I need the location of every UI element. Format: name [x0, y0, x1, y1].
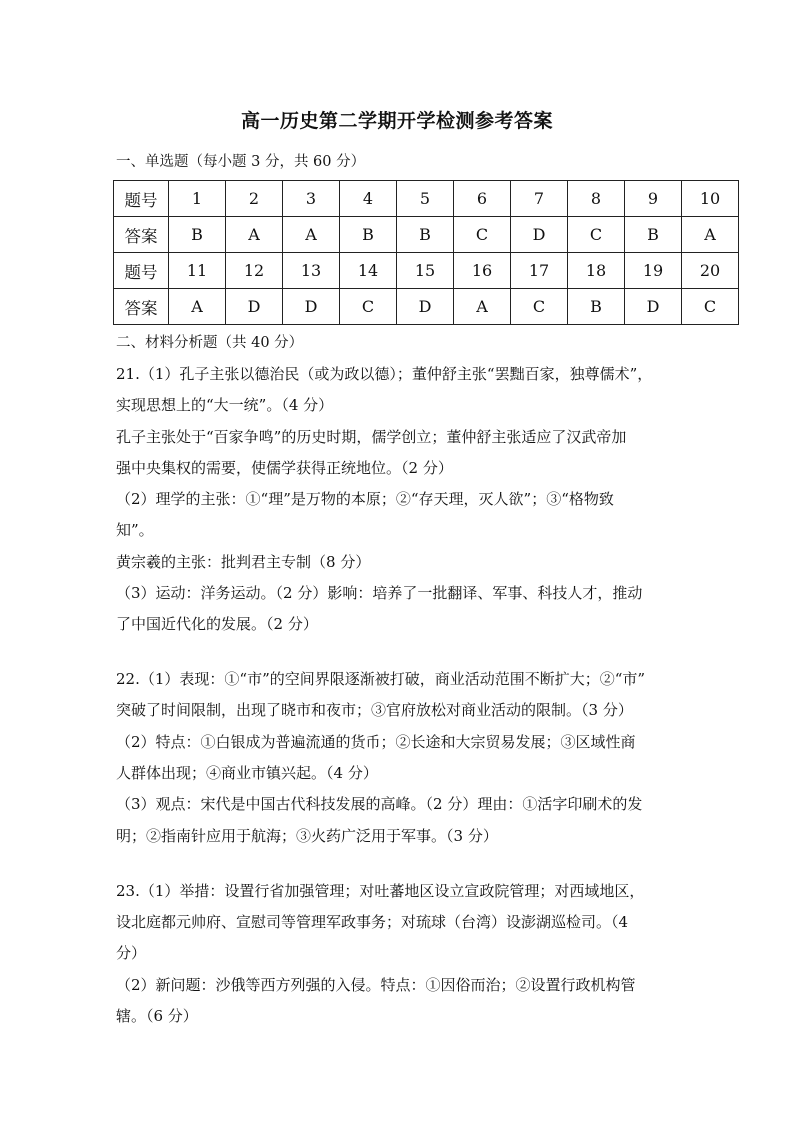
answer-letter: C	[511, 289, 568, 325]
answer-letter: B	[397, 217, 454, 253]
row-label-answer: 答案	[114, 289, 169, 325]
table-row-questions-2	[114, 253, 739, 289]
question-number: 15	[397, 253, 454, 289]
question-number: 13	[283, 253, 340, 289]
answer-text-line: （3）运动：洋务运动。（2 分）影响：培养了一批翻译、军事、科技人才，推动	[116, 584, 643, 602]
answer-letter: D	[226, 289, 283, 325]
answer-letter: D	[397, 289, 454, 325]
answer-text-line: 了中国近代化的发展。（2 分）	[116, 615, 318, 633]
answer-text-line: （2）新问题：沙俄等西方列强的入侵。特点：①因俗而治；②设置行政机构管	[116, 976, 636, 994]
question-number: 19	[625, 253, 682, 289]
table-row-answers-2	[114, 289, 739, 325]
question-number: 1	[169, 181, 226, 217]
question-number: 14	[340, 253, 397, 289]
row-label-question: 题号	[114, 253, 169, 289]
answer-text-line: 突破了时间限制，出现了晓市和夜市；③官府放松对商业活动的限制。（3 分）	[116, 701, 633, 719]
answer-text-line: 知”。	[116, 521, 154, 539]
answer-text-line: 23.（1）举措：设置行省加强管理；对吐蕃地区设立宣政院管理；对西域地区，	[116, 882, 645, 900]
answer-letter: A	[283, 217, 340, 253]
answer-letter: C	[568, 217, 625, 253]
answer-text-line: 强中央集权的需要，使儒学获得正统地位。（2 分）	[116, 459, 453, 477]
answer-letter: B	[340, 217, 397, 253]
question-number: 5	[397, 181, 454, 217]
answer-text-line: 实现思想上的“大一统”。（4 分）	[116, 396, 334, 414]
answer-text-line: 孔子主张处于“百家争鸣”的历史时期，儒学创立；董仲舒主张适应了汉武帝加	[116, 428, 627, 446]
answer-table	[113, 180, 739, 325]
question-number: 3	[283, 181, 340, 217]
answer-letter: C	[454, 217, 511, 253]
answer-text-line: 人群体出现；④商业市镇兴起。（4 分）	[116, 764, 378, 782]
document-title: 高一历史第二学期开学检测参考答案	[240, 110, 553, 132]
question-number: 18	[568, 253, 625, 289]
answer-letter: A	[454, 289, 511, 325]
answer-letter: A	[682, 217, 739, 253]
table-row-questions-1	[114, 181, 739, 217]
answer-letter: B	[625, 217, 682, 253]
answer-letter: A	[226, 217, 283, 253]
answer-letter: D	[625, 289, 682, 325]
answer-text-line: （2）特点：①白银成为普遍流通的货币；②长途和大宗贸易发展；③区域性商	[116, 733, 636, 751]
answer-text-line: 辖。（6 分）	[116, 1007, 198, 1025]
answer-letter: C	[682, 289, 739, 325]
answer-text-line: （2）理学的主张：①“理”是万物的本原；②“存天理，灭人欲”；③“格物致	[116, 490, 614, 508]
answer-letter: B	[169, 217, 226, 253]
row-label-answer: 答案	[114, 217, 169, 253]
question-number: 16	[454, 253, 511, 289]
answer-letter: A	[169, 289, 226, 325]
answer-letter: D	[511, 217, 568, 253]
question-number: 17	[511, 253, 568, 289]
question-number: 12	[226, 253, 283, 289]
answer-text-line: 22.（1）表现：①“市”的空间界限逐渐被打破，商业活动范围不断扩大；②“市”	[116, 670, 646, 688]
question-number: 9	[625, 181, 682, 217]
table-row-answers-1	[114, 217, 739, 253]
question-number: 20	[682, 253, 739, 289]
answer-text-line: 21.（1）孔子主张以德治民（或为政以德）；董仲舒主张“罢黜百家，独尊儒术”，	[116, 365, 653, 383]
answer-text-line: （3）观点：宋代是中国古代科技发展的高峰。（2 分）理由：①活字印刷术的发	[116, 795, 643, 813]
question-number: 6	[454, 181, 511, 217]
question-number: 8	[568, 181, 625, 217]
section-1-heading: 一、单选题（每小题 3 分，共 60 分）	[116, 154, 366, 170]
question-number: 11	[169, 253, 226, 289]
answer-letter: D	[283, 289, 340, 325]
question-number: 4	[340, 181, 397, 217]
question-number: 2	[226, 181, 283, 217]
section-2-heading: 二、材料分析题（共 40 分）	[116, 335, 304, 351]
answer-text-line: 明；②指南针应用于航海；③火药广泛用于军事。（3 分）	[116, 827, 498, 845]
answer-letter: C	[340, 289, 397, 325]
answer-text-line: 分）	[116, 944, 147, 962]
answer-text-line: 黄宗羲的主张：批判君主专制（8 分）	[116, 553, 371, 571]
question-number: 10	[682, 181, 739, 217]
question-number: 7	[511, 181, 568, 217]
row-label-question: 题号	[114, 181, 169, 217]
answer-text-line: 设北庭都元帅府、宣慰司等管理军政事务；对琉球（台湾）设澎湖巡检司。（4	[116, 913, 629, 931]
answer-letter: B	[568, 289, 625, 325]
